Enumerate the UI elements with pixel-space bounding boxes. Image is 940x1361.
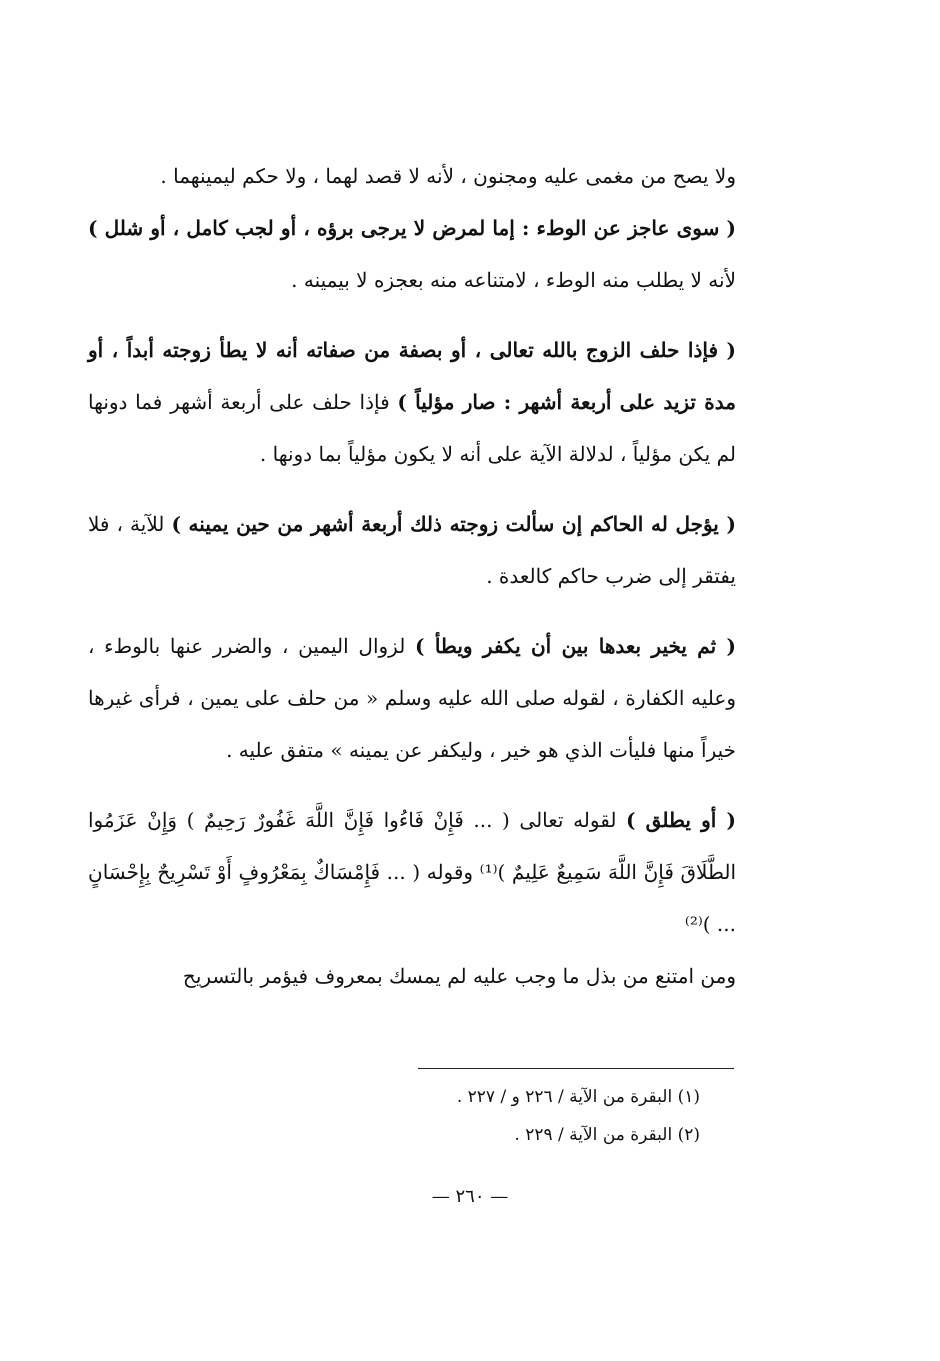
paragraph-2 [88,202,736,306]
footnote-1: (١) البقرة من الآية / ٢٢٦ و / ٢٢٧ . [456,1087,700,1107]
paragraph-7-text: ومن امتنع من بذل ما وجب عليه لم يمسك بمعروف فيؤمر بالتسريح [182,964,736,988]
paragraph-1-text: ولا يصح من مغمى عليه ومجنون ، لأنه لا قصد لهما ، ولا حكم ليمينهما . [160,164,736,188]
footnotes [300,1078,700,1154]
paragraph-2-bold: ( سوى عاجز عن الوطء : إما لمرض لا يرجى برؤه ، أو لجب كامل ، أو شلل ) [88,216,736,240]
paragraph-3-bold: ( فإذا حلف الزوج بالله تعالى ، أو بصفة من صفاته أنه لا يطأ زوجته أبداً ، أو مدة تزيد على أربعة أشهر : صار مؤلياً ) [88,338,736,414]
page-number: — ٢٦٠ — [431,1186,509,1207]
footnote-2: (٢) البقرة من الآية / ٢٢٩ . [514,1125,700,1145]
paragraph-3-text: فإذا حلف على أربعة أشهر فما دونها لم يكن مؤلياً ، لدلالة الآية على أنه لا يكون مؤلياً بما دونها . [88,390,736,466]
paragraph-2-text: لأنه لا يطلب منه الوطء ، لامتناعه منه بعجزه لا بيمينه . [291,268,736,292]
paragraph-6 [88,794,736,950]
paragraph-4-text: للآية ، فلا يفتقر إلى ضرب حاكم كالعدة . [88,512,736,588]
paragraph-4-bold: ( يؤجل له الحاكم إن سألت زوجته ذلك أربعة أشهر من حين يمينه ) [171,512,736,536]
paragraph-5 [88,620,736,776]
main-text [88,150,736,1002]
paragraph-3 [88,324,736,480]
paragraph-1 [88,150,736,202]
footnote-divider [418,1068,734,1069]
paragraph-6-text: لقوله تعالى ( ... فَإِنْ فَاءُوا فَإِنَّ اللَّهَ غَفُورٌ رَحِيمٌ ) وَإِنْ عَزَمُوا الطَّلَاقَ فَإِنَّ اللَّهَ سَمِيعٌ عَلِيمٌ )⁽¹⁾ وقوله ( ... فَإِمْسَاكٌ بِمَعْرُوفٍ أَوْ تَسْرِيحٌ بِإِحْسَانٍ ... )⁽²⁾ [88,808,736,936]
paragraph-7 [88,950,736,1002]
paragraph-4 [88,498,736,602]
paragraph-6-bold: ( أو يطلق ) [626,808,736,832]
paragraph-5-text: لزوال اليمين ، والضرر عنها بالوطء ، وعليه الكفارة ، لقوله صلى الله عليه وسلم « من حلف على يمين ، فرأى غيرها خيراً منها فليأت الذي هو خير ، وليكفر عن يمينه » متفق عليه . [88,634,736,762]
paragraph-5-bold: ( ثم يخير بعدها بين أن يكفر ويطأ ) [415,634,736,658]
